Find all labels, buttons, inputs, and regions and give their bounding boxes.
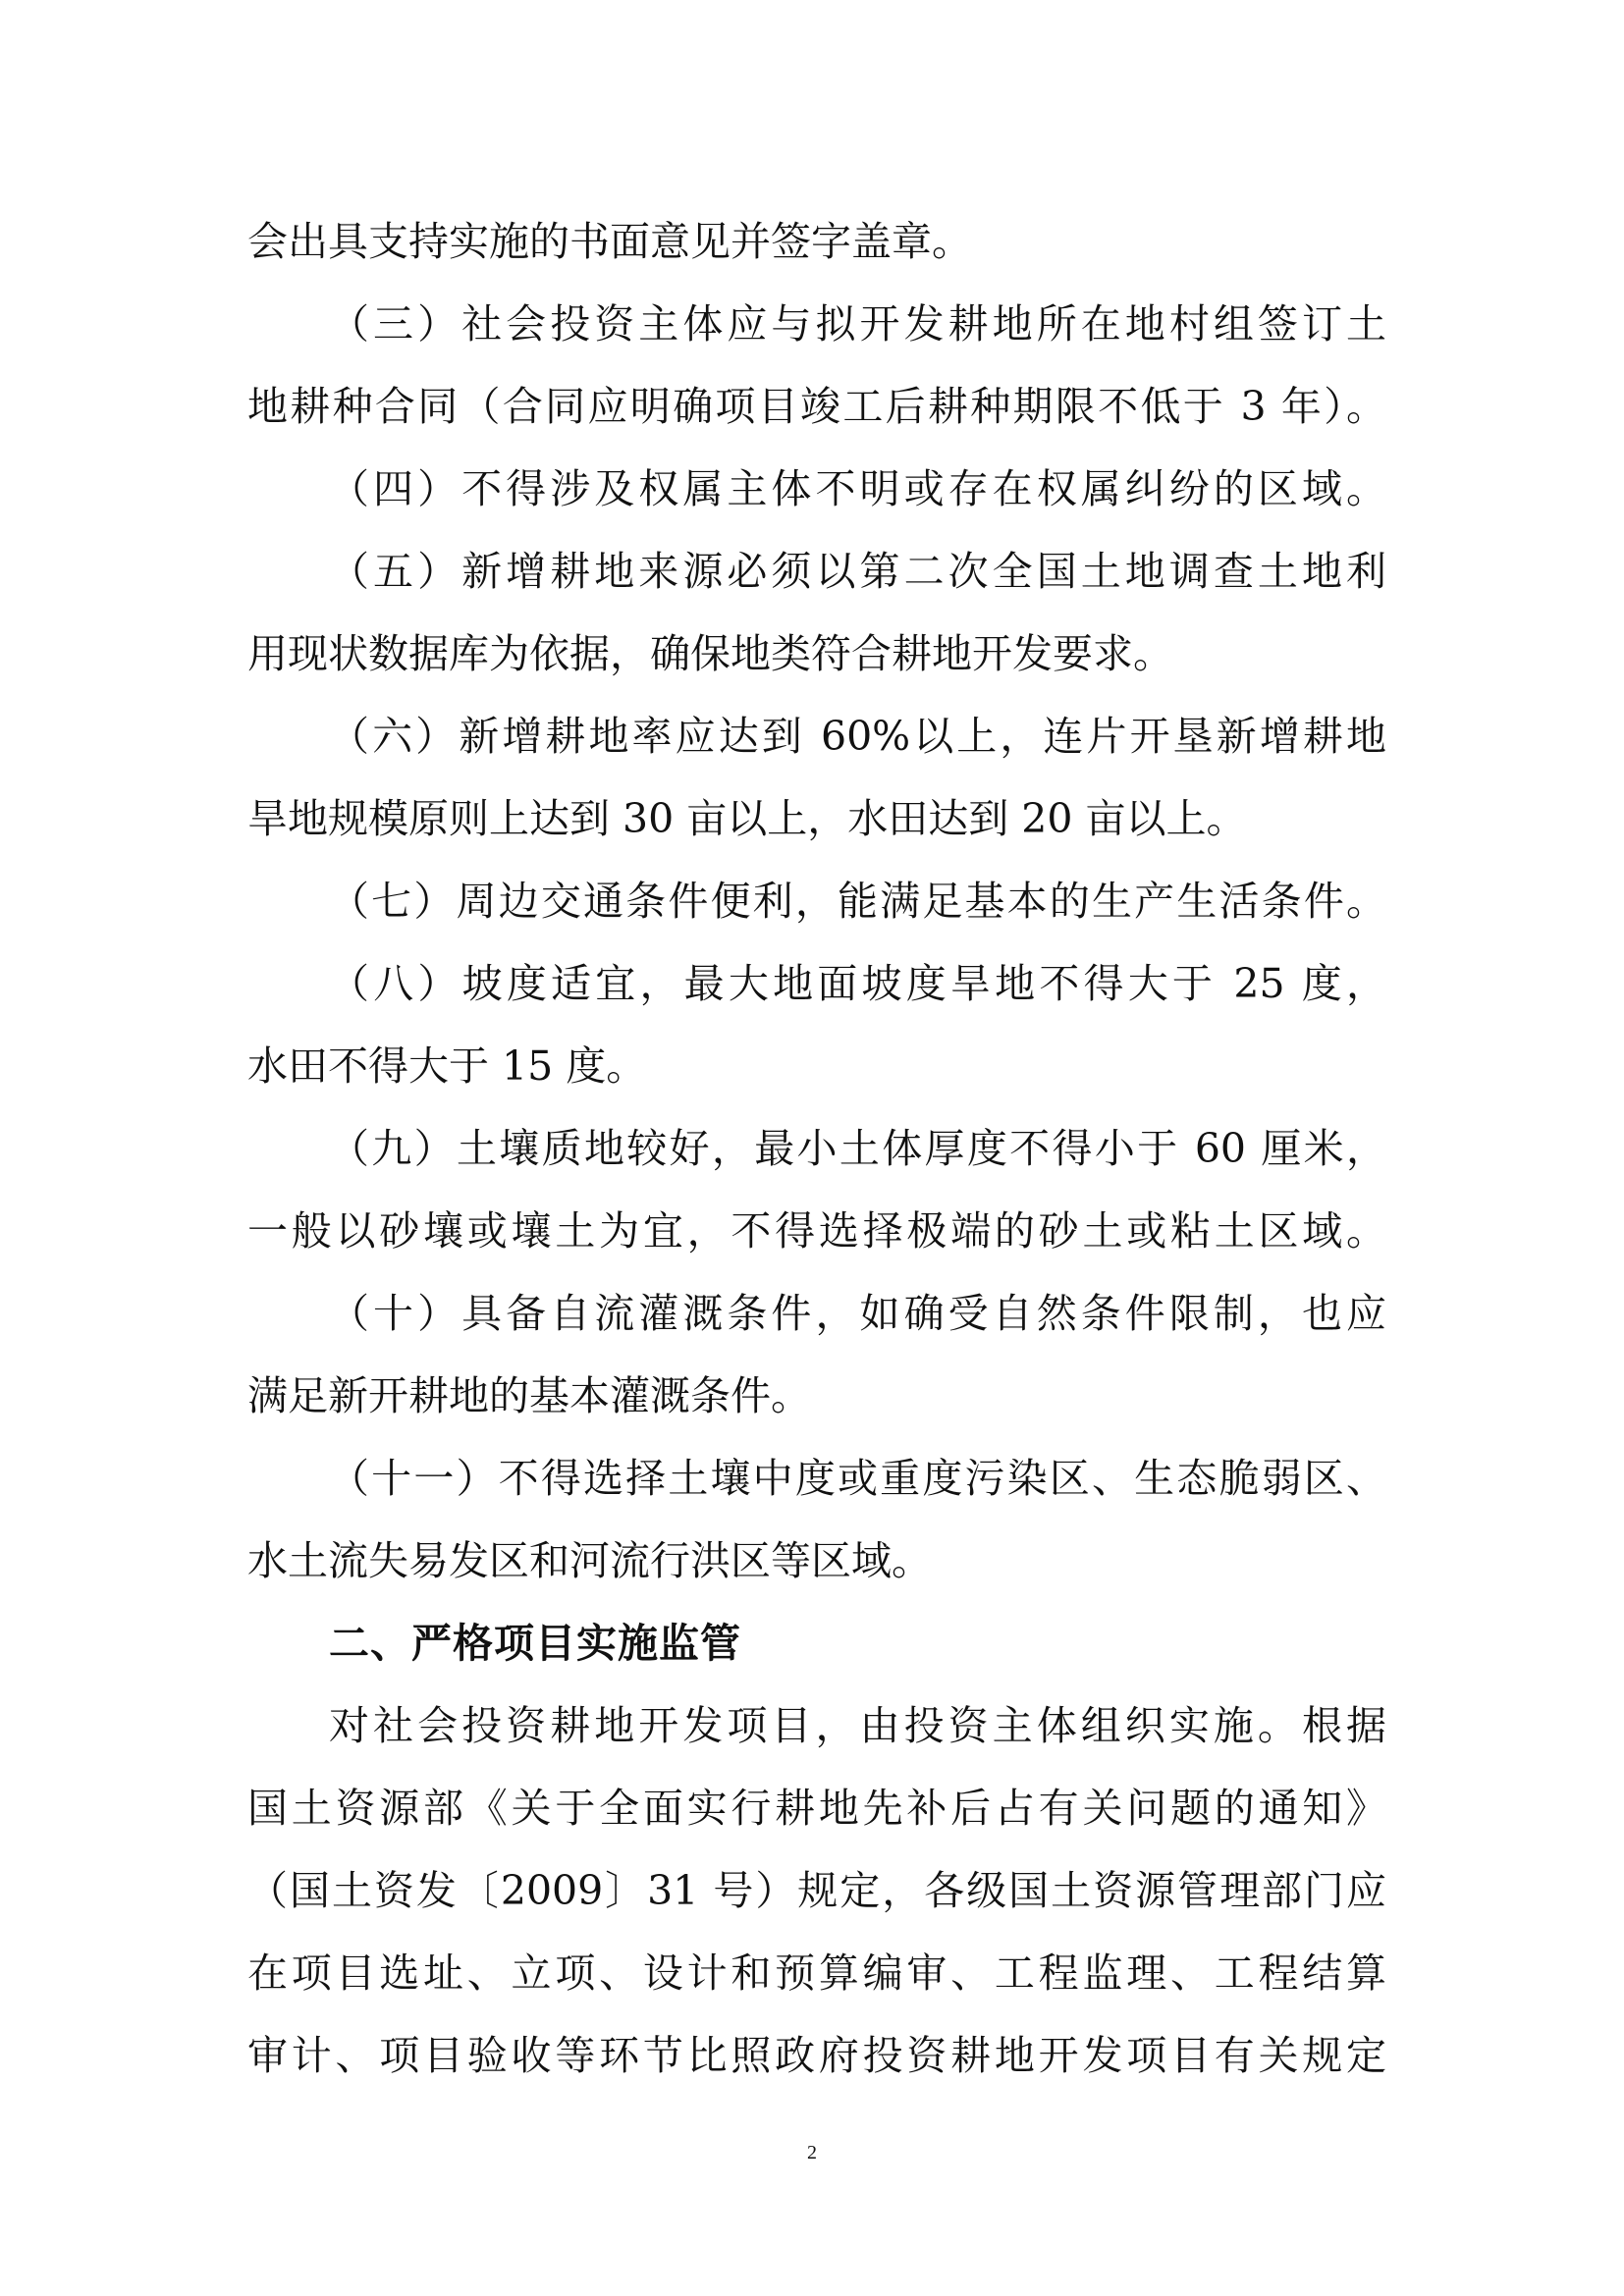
text-line: 水土流失易发区和河流行洪区等区域。 xyxy=(247,1537,932,1584)
text-line: （国土资发〔2009〕31 号）规定，各级国土资源管理部门应 xyxy=(247,1867,1386,1914)
text-line: 国土资源部《关于全面实行耕地先补后占有关问题的通知》 xyxy=(247,1785,1386,1832)
text-line: 在项目选址、立项、设计和预算编审、工程监理、工程结算 xyxy=(247,1949,1386,1997)
text-line: （四）不得涉及权属主体不明或存在权属纠纷的区域。 xyxy=(329,465,1386,512)
text-line: 一般以砂壤或壤土为宜，不得选择极端的砂土或粘土区域。 xyxy=(247,1207,1386,1255)
text-line: （三）社会投资主体应与拟开发耕地所在地村组签订土 xyxy=(329,300,1386,347)
text-line: （六）新增耕地率应达到 60%以上，连片开垦新增耕地 xyxy=(329,713,1386,760)
text-line: （八）坡度适宜，最大地面坡度旱地不得大于 25 度， xyxy=(329,960,1386,1007)
text-line: 对社会投资耕地开发项目，由投资主体组织实施。根据 xyxy=(329,1702,1386,1749)
text-line: （十）具备自流灌溉条件，如确受自然条件限制，也应 xyxy=(329,1290,1386,1337)
text-line: 审计、项目验收等环节比照政府投资耕地开发项目有关规定 xyxy=(247,2032,1386,2079)
text-line: 会出具支持实施的书面意见并签字盖章。 xyxy=(247,218,972,265)
page-number: 2 xyxy=(807,2142,817,2163)
section-heading: 二、严格项目实施监管 xyxy=(329,1620,741,1667)
text-line: 旱地规模原则上达到 30 亩以上，水田达到 20 亩以上。 xyxy=(247,795,1247,842)
text-line: （七）周边交通条件便利，能满足基本的生产生活条件。 xyxy=(329,878,1386,925)
text-line: 用现状数据库为依据，确保地类符合耕地开发要求。 xyxy=(247,630,1173,677)
text-line: 满足新开耕地的基本灌溉条件。 xyxy=(247,1372,811,1419)
text-line: 水田不得大于 15 度。 xyxy=(247,1042,647,1090)
text-line: （五）新增耕地来源必须以第二次全国土地调查土地利 xyxy=(329,548,1386,595)
text-line: （九）土壤质地较好，最小土体厚度不得小于 60 厘米， xyxy=(329,1125,1386,1172)
text-line: 地耕种合同（合同应明确项目竣工后耕种期限不低于 3 年）。 xyxy=(247,383,1386,430)
text-line: （十一）不得选择土壤中度或重度污染区、生态脆弱区、 xyxy=(329,1455,1386,1502)
